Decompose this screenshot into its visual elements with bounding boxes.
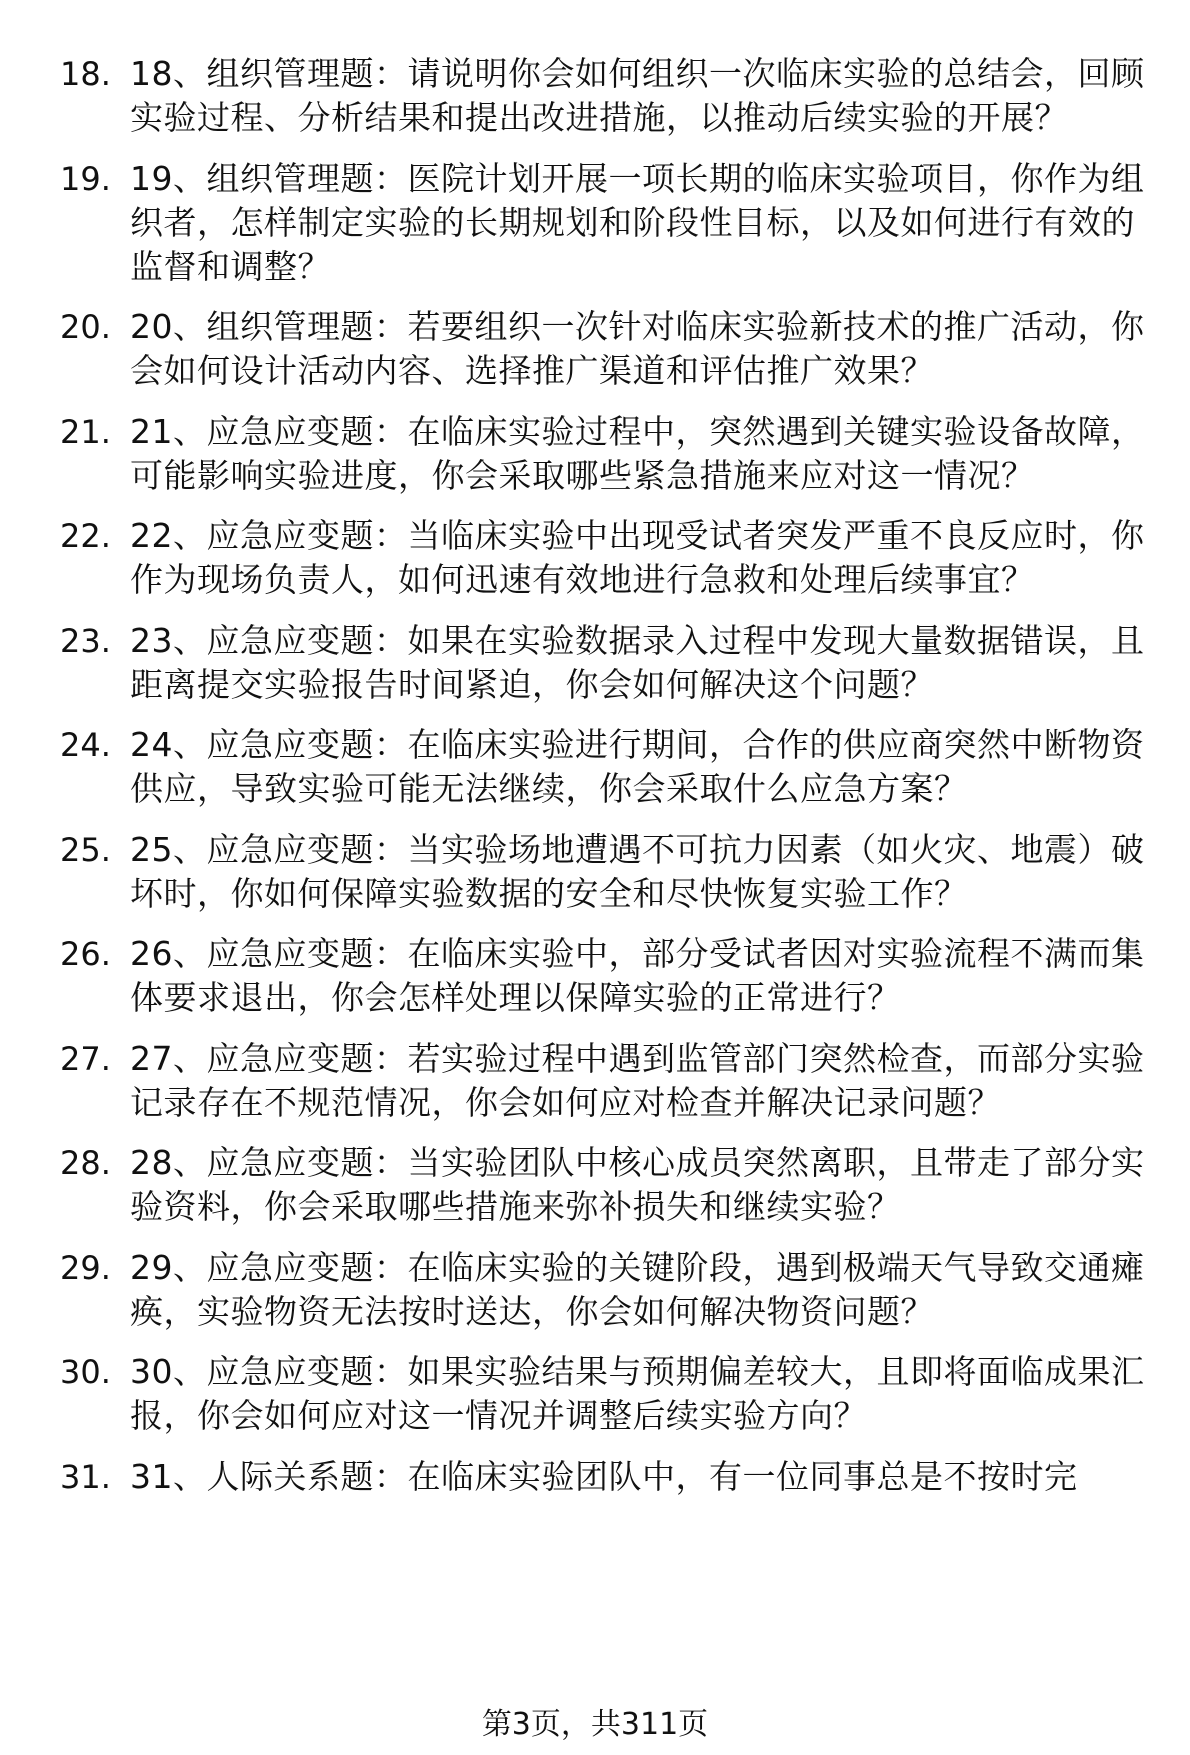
question-text: 18、组织管理题：请说明你会如何组织一次临床实验的总结会，回顾实验过程、分析结果和提出改进措施，以推动后续实验的开展？ (130, 54, 1145, 137)
question-item (60, 828, 1150, 916)
question-text: 31、人际关系题：在临床实验团队中，有一位同事总是不按时完 (130, 1456, 1078, 1496)
question-text: 27、应急应变题：若实验过程中遇到监管部门突然检查，而部分实验记录存在不规范情况，你会如何应对检查并解决记录问题？ (130, 1038, 1145, 1122)
question-text: 22、应急应变题：当临床实验中出现受试者突发严重不良反应时，你作为现场负责人，如何迅速有效地进行急救和处理后续事宜？ (130, 516, 1145, 599)
question-item (60, 305, 1150, 393)
question-number: 30. (60, 1353, 111, 1391)
question-text: 24、应急应变题：在临床实验进行期间，合作的供应商突然中断物资供应，导致实验可能无法继续，你会采取什么应急方案？ (130, 725, 1145, 808)
question-item (60, 1350, 1150, 1438)
question-text: 28、应急应变题：当实验团队中核心成员突然离职，且带走了部分实验资料，你会采取哪些措施来弥补损失和继续实验？ (130, 1143, 1145, 1226)
question-list (60, 52, 1150, 1515)
question-number: 27. (60, 1039, 111, 1078)
question-number: 19. (60, 159, 111, 198)
question-item (60, 52, 1150, 140)
question-item (60, 514, 1150, 602)
question-number: 20. (60, 308, 111, 346)
question-number: 22. (60, 517, 111, 555)
question-number: 18. (60, 55, 111, 93)
question-text: 29、应急应变题：在临床实验的关键阶段，遇到极端天气导致交通瘫痪，实验物资无法按时送达，你会如何解决物资问题？ (130, 1247, 1145, 1331)
question-number: 26. (60, 935, 111, 973)
question-item (60, 723, 1150, 811)
question-number: 21. (60, 412, 111, 451)
question-item (60, 619, 1150, 707)
question-number: 29. (60, 1248, 111, 1287)
question-item (60, 1141, 1150, 1229)
question-text: 25、应急应变题：当实验场地遭遇不可抗力因素（如火灾、地震）破坏时，你如何保障实验数据的安全和尽快恢复实验工作？ (130, 829, 1145, 913)
question-number: 28. (60, 1144, 111, 1182)
question-item (60, 410, 1150, 498)
question-number: 25. (60, 830, 111, 869)
question-text: 19、组织管理题：医院计划开展一项长期的临床实验项目，你作为组织者，怎样制定实验的长期规划和阶段性目标，以及如何进行有效的监督和调整？ (130, 158, 1145, 286)
question-number: 23. (60, 621, 111, 660)
question-text: 20、组织管理题：若要组织一次针对临床实验新技术的推广活动，你会如何设计活动内容、选择推广渠道和评估推广效果？ (130, 307, 1145, 390)
question-text: 23、应急应变题：如果在实验数据录入过程中发现大量数据错误，且距离提交实验报告时间紧迫，你会如何解决这个问题？ (130, 620, 1145, 704)
question-item (60, 157, 1150, 289)
question-item (60, 1455, 1150, 1499)
question-text: 30、应急应变题：如果实验结果与预期偏差较大，且即将面临成果汇报，你会如何应对这一情况并调整后续实验方向？ (130, 1352, 1145, 1435)
page-number: 第3页，共311页 (481, 1707, 709, 1742)
question-text: 26、应急应变题：在临床实验中，部分受试者因对实验流程不满而集体要求退出，你会怎样处理以保障实验的正常进行？ (130, 934, 1145, 1017)
question-number: 24. (60, 726, 111, 764)
question-item (60, 1037, 1150, 1125)
question-text: 21、应急应变题：在临床实验过程中，突然遇到关键实验设备故障，可能影响实验进度，你会采取哪些紧急措施来应对这一情况？ (130, 411, 1145, 495)
question-item (60, 1246, 1150, 1334)
question-number: 31. (60, 1457, 111, 1496)
question-item (60, 932, 1150, 1020)
